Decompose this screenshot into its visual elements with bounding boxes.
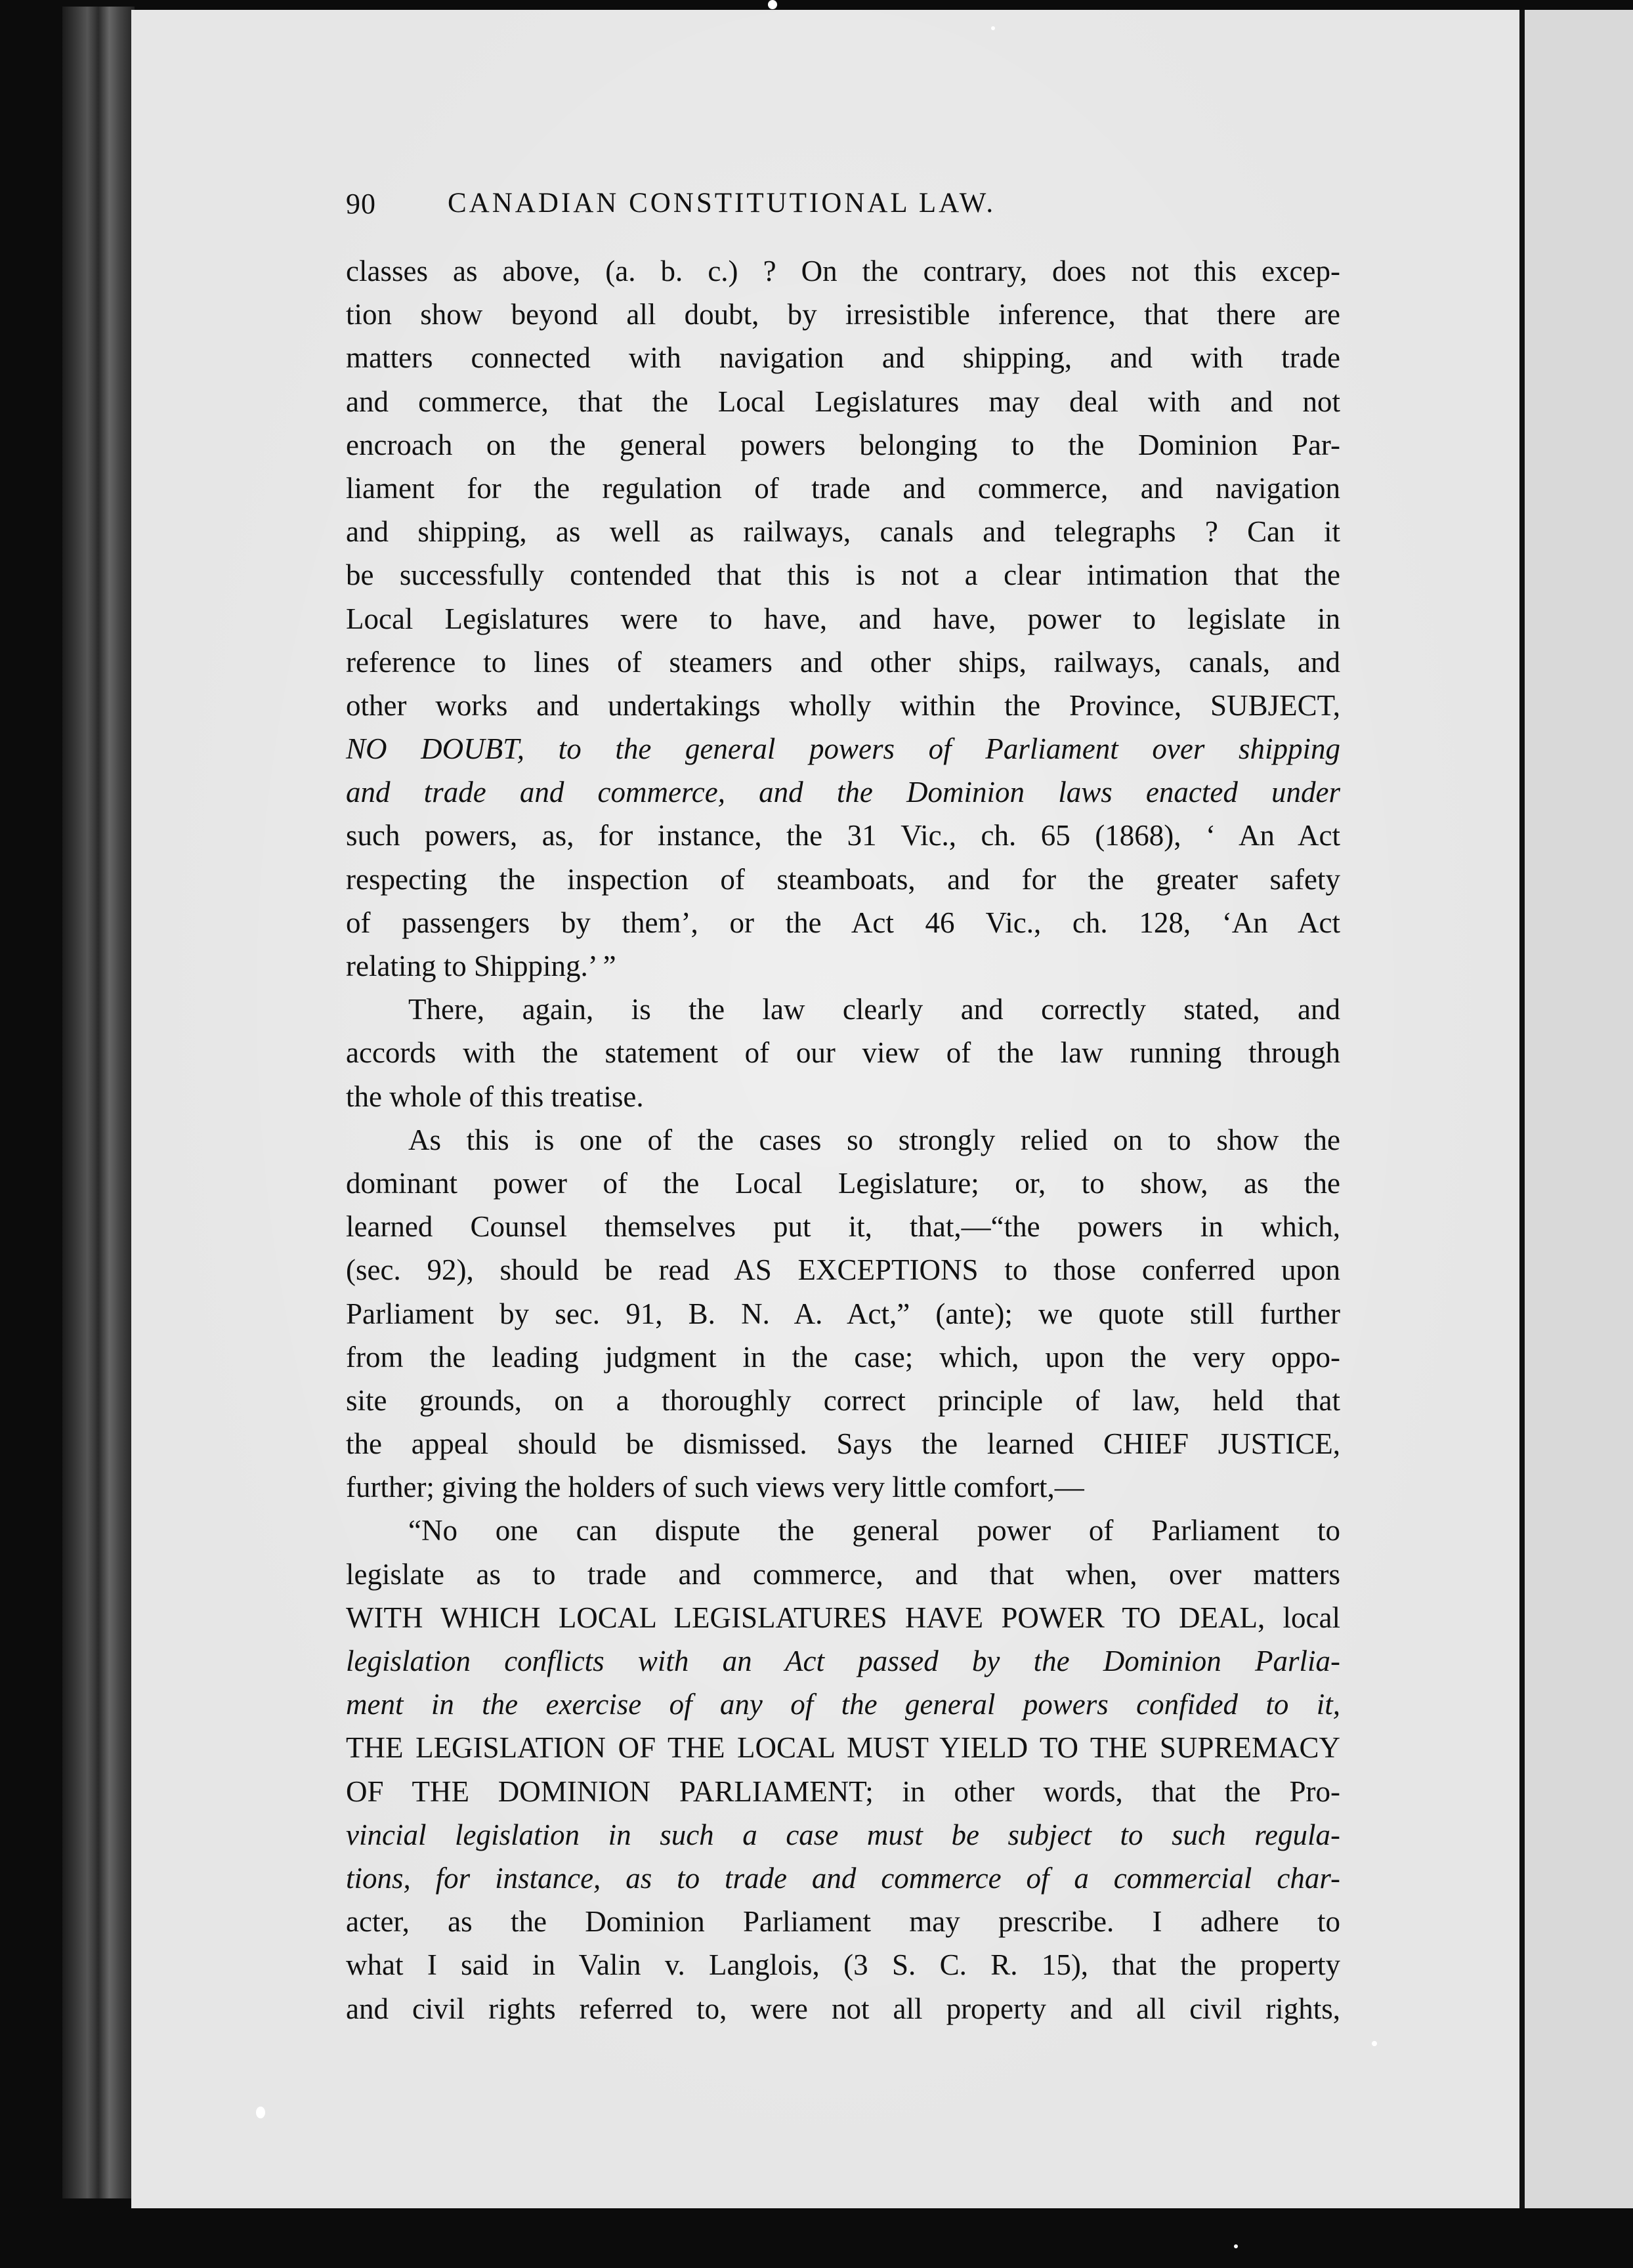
text-line: classes as above, (a. b. c.) ? On the contrary, does not this excep- [346, 255, 1340, 287]
text-line: acter, as the Dominion Parliament may prescribe. I adhere to [346, 1905, 1340, 1939]
text-line: the appeal should be dismissed. Says the learned CHIEF JUSTICE, [346, 1427, 1340, 1461]
body-text [346, 249, 1340, 2030]
text-line: learned Counsel themselves put it, that,—“the powers in which, [346, 1210, 1340, 1244]
running-head [346, 187, 1344, 226]
text-line: As this is one of the cases so strongly relied on to show the [408, 1123, 1340, 1156]
text-line: encroach on the general powers belonging to the Dominion Par- [346, 428, 1340, 461]
facing-page [1525, 10, 1633, 2208]
text-line: tions, for instance, as to trade and commerce of a commercial char- [346, 1861, 1340, 1895]
page-edge-shadow [1519, 10, 1525, 2208]
text-line: and trade and commerce, and the Dominion laws enacted under [346, 776, 1340, 809]
text-line: and commerce, that the Local Legislatures may deal with and not [346, 385, 1340, 418]
scan-speck [256, 2107, 265, 2118]
text-line: be successfully contended that this is not a clear intimation that the [346, 558, 1340, 592]
book-title: CANADIAN CONSTITUTIONAL LAW. [448, 188, 996, 219]
text-line: what I said in Valin v. Langlois, (3 S. C. R. 15), that the property [346, 1948, 1340, 1982]
text-line: reference to lines of steamers and other ships, railways, canals, and [346, 645, 1340, 679]
text-line: site grounds, on a thoroughly correct principle of law, held that [346, 1383, 1340, 1417]
text-line: tion show beyond all doubt, by irresistible inference, that there are [346, 298, 1340, 331]
text-line: vincial legislation in such a case must be subject to such regula- [346, 1818, 1340, 1851]
text-line: matters connected with navigation and shipping, and with trade [346, 341, 1340, 375]
text-line: There, again, is the law clearly and correctly stated, and [408, 993, 1340, 1026]
text-line: OF THE DOMINION PARLIAMENT; in other words, that the Pro- [346, 1774, 1340, 1808]
text-line: respecting the inspection of steamboats, and for the greater safety [346, 862, 1340, 896]
text-line: (sec. 92), should be read AS EXCEPTIONS to those conferred upon [346, 1253, 1340, 1287]
scan-speck [1372, 2041, 1377, 2046]
text-line: of passengers by them’, or the Act 46 Vic., ch. 128, ‘An Act [346, 906, 1340, 939]
text-line: WITH WHICH LOCAL LEGISLATURES HAVE POWER TO DEAL, local [346, 1601, 1340, 1634]
scan-speck [768, 0, 777, 9]
scan-speck [1234, 2244, 1238, 2248]
text-line: dominant power of the Local Legislature; or, to show, as the [346, 1166, 1340, 1200]
text-line: the whole of this treatise. [346, 1080, 644, 1113]
text-line: accords with the statement of our view of the law running through [346, 1036, 1340, 1070]
text-line: legislate as to trade and commerce, and that when, over matters [346, 1557, 1340, 1591]
text-line: NO DOUBT, to the general powers of Parliament over shipping [346, 732, 1340, 766]
text-line: such powers, as, for instance, the 31 Vic., ch. 65 (1868), ‘ An Act [346, 819, 1340, 852]
text-line: liament for the regulation of trade and commerce, and navigation [346, 471, 1340, 505]
book-spine [62, 7, 135, 2198]
page-number: 90 [346, 188, 376, 220]
scan-speck [991, 26, 995, 30]
text-line: and civil rights referred to, were not all property and all civil rights, [346, 1992, 1340, 2025]
text-line: further; giving the holders of such views very little comfort,— [346, 1471, 1084, 1504]
text-line: Local Legislatures were to have, and have, power to legislate in [346, 602, 1340, 635]
text-line: relating to Shipping.’ ” [346, 950, 616, 982]
text-line: “No one can dispute the general power of Parliament to [408, 1514, 1340, 1547]
text-line: legislation conflicts with an Act passed by the Dominion Parlia- [346, 1645, 1340, 1677]
text-line: THE LEGISLATION OF THE LOCAL MUST YIELD TO THE SUPREMACY [346, 1731, 1340, 1765]
text-line: and shipping, as well as railways, canals and telegraphs ? Can it [346, 515, 1340, 549]
text-line: from the leading judgment in the case; which, upon the very oppo- [346, 1340, 1340, 1374]
text-line: ment in the exercise of any of the general powers confided to it, [346, 1688, 1340, 1721]
text-line: Parliament by sec. 91, B. N. A. Act,” (ante); we quote still further [346, 1297, 1340, 1330]
text-line: other works and undertakings wholly within the Province, SUBJECT, [346, 688, 1340, 722]
